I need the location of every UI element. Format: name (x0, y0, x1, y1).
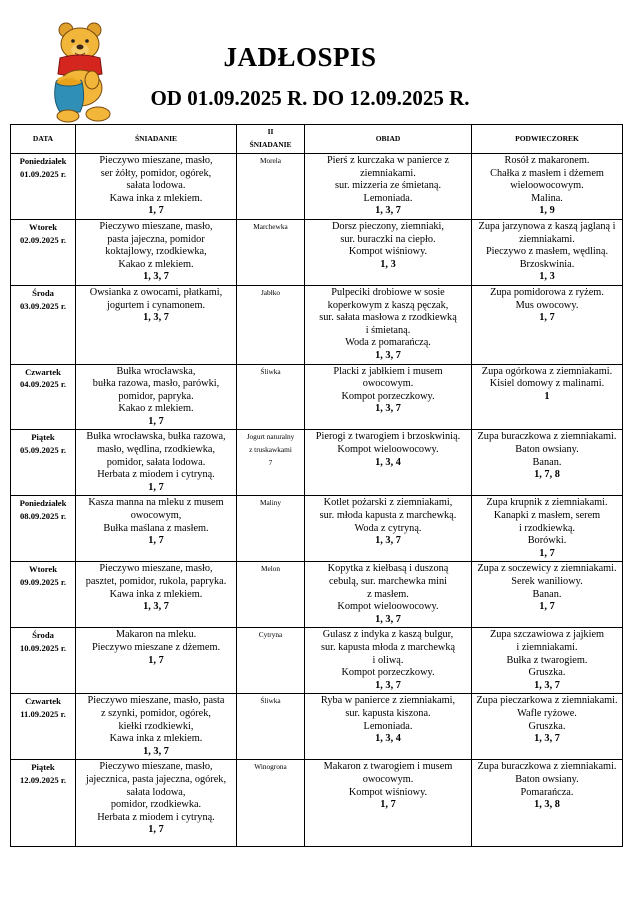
menu-line: Pulpeciki drobiowe w sosie (331, 286, 445, 298)
menu-line: Kawa inka z mlekiem. (109, 588, 203, 600)
column-header-lunch: OBIAD (305, 125, 472, 154)
allergens-label: 1, 3, 7 (143, 745, 169, 757)
menu-line: Baton owsiany. (515, 773, 579, 785)
afternoon-snack-cell (472, 154, 623, 220)
allergens-label: 1, 7 (148, 654, 164, 666)
menu-line: Gruszka. (528, 667, 566, 679)
breakfast-cell (76, 562, 237, 628)
allergens-label: 1, 7 (148, 415, 164, 427)
menu-line: Owsianka z owocami, płatkami, (89, 286, 223, 298)
menu-line: Baton owsiany. (515, 444, 579, 456)
breakfast-cell (76, 430, 237, 496)
date-cell (11, 364, 76, 430)
menu-line: Bułka wrocławska, bułka razowa, (86, 431, 226, 443)
allergens-label: 1, 7 (539, 601, 555, 613)
allergens-label: 1 (544, 390, 550, 402)
date-cell (11, 628, 76, 694)
menu-line: Ryba w panierce z ziemniakami, (320, 695, 456, 707)
menu-line: sur. buraczki na ciepło. (340, 233, 436, 245)
allergens-label: 1, 3, 7 (375, 349, 401, 361)
menu-line: Zupa pieczarkowa z ziemniakami. (476, 695, 618, 707)
date-cell (11, 760, 76, 847)
menu-line: 7 (268, 457, 273, 467)
menu-line: z masłem. (367, 588, 409, 600)
second-breakfast-cell (237, 628, 305, 694)
afternoon-snack-cell (472, 219, 623, 285)
menu-line: sałata lodowa. (126, 180, 186, 192)
date-cell (11, 496, 76, 562)
allergens-label: 1, 7 (148, 481, 164, 493)
menu-line: Bułka wrocławska, (116, 365, 196, 377)
menu-line: Pieczywo mieszane, masło, (99, 220, 213, 232)
breakfast-cell (76, 364, 237, 430)
menu-line: Lemoniada. (363, 720, 413, 732)
menu-line: Pieczywo mieszane, masło, (99, 761, 213, 773)
menu-line: Makaron na mleku. (115, 629, 197, 641)
date-cell (11, 694, 76, 760)
lunch-cell (305, 430, 472, 496)
weekday-label: Poniedziałek (19, 498, 67, 509)
breakfast-cell (76, 496, 237, 562)
allergens-label: 1, 3, 7 (143, 312, 169, 324)
column-header-second-breakfast (237, 125, 305, 154)
menu-line: Morela (259, 156, 282, 165)
table-row (11, 219, 623, 285)
column-header-snack: PODWIECZOREK (472, 125, 623, 154)
table-row (11, 628, 623, 694)
menu-line: Kasza manna na mleku z musem (88, 497, 224, 509)
weekday-label: Piątek (31, 432, 55, 443)
weekday-label: Środa (32, 630, 54, 641)
date-label: 01.09.2025 r. (20, 168, 66, 179)
menu-line: Makaron z twarogiem i musem (323, 761, 453, 773)
breakfast-cell (76, 760, 237, 847)
menu-line: owocowym. (362, 773, 414, 785)
allergens-label: 1, 3, 4 (375, 733, 401, 745)
menu-line: owocowym. (362, 378, 414, 390)
weekday-label: Czwartek (25, 696, 61, 707)
table-row (11, 694, 623, 760)
afternoon-snack-cell (472, 364, 623, 430)
table-row (11, 154, 623, 220)
menu-line: Kakao z mlekiem. (118, 258, 194, 270)
date-label: 04.09.2025 r. (20, 379, 66, 390)
table-row (11, 364, 623, 430)
menu-line: Melon (260, 564, 281, 574)
lunch-cell (305, 219, 472, 285)
column-header-breakfast: ŚNIADANIE (76, 125, 237, 154)
column-header-date: DATA (11, 125, 76, 154)
menu-line: Marchewka (253, 221, 288, 231)
allergens-label: 1, 3, 7 (375, 403, 401, 415)
menu-line: sur. sałata masłowa z rzodkiewką (319, 312, 457, 324)
menu-line: bułka razowa, masło, parówki, (92, 378, 220, 390)
date-label: 05.09.2025 r. (20, 445, 66, 456)
menu-line: Kompot porzeczkowy. (341, 390, 435, 402)
menu-line: i rzodkiewką. (518, 522, 576, 534)
menu-line: Woda z cytryną. (354, 522, 422, 534)
winnie-the-pooh-illustration (42, 18, 122, 124)
allergens-label: 1, 7 (539, 547, 555, 559)
allergens-label: 1, 3, 7 (534, 679, 560, 691)
breakfast-cell (76, 628, 237, 694)
allergens-label: 1, 3, 4 (375, 456, 401, 468)
menu-line: Pierogi z twarogiem i brzoskwinią. (315, 431, 461, 443)
menu-line: koperkowym z kaszą pęczak, (327, 299, 449, 311)
afternoon-snack-cell (472, 496, 623, 562)
menu-line: z szynki, pomidor, ogórek, (101, 707, 211, 719)
second-breakfast-cell (237, 154, 305, 220)
menu-line: Śliwka (260, 366, 281, 376)
menu-line: Lemoniada. (363, 192, 413, 204)
lunch-cell (305, 154, 472, 220)
table-row (11, 562, 623, 628)
menu-line: pomidor, papryka. (118, 390, 194, 402)
menu-line: Pieczywo z masłem, wędliną. (485, 246, 609, 258)
menu-body (11, 154, 623, 847)
allergens-label: 1, 3, 7 (375, 613, 401, 625)
menu-line: z truskawkami (249, 445, 292, 455)
second-breakfast-cell (237, 364, 305, 430)
allergens-label: 1, 3, 7 (143, 601, 169, 613)
lunch-cell (305, 694, 472, 760)
menu-line: Pierś z kurczaka w panierce z (326, 155, 450, 166)
menu-line: Zupa szczawiowa z jajkiem (489, 629, 605, 641)
allergens-label: 1, 3, 7 (534, 733, 560, 745)
second-breakfast-cell (237, 694, 305, 760)
menu-line: pomidor, sałata lodowa. (106, 456, 206, 468)
date-label: 09.09.2025 r. (20, 577, 66, 587)
menu-line: ziemniakami. (360, 167, 416, 179)
afternoon-snack-cell (472, 628, 623, 694)
menu-line: Placki z jabłkiem i musem (333, 365, 443, 377)
second-breakfast-cell (237, 496, 305, 562)
menu-line: Zupa krupnik z ziemniakami. (486, 497, 608, 509)
menu-line: Banan. (532, 456, 562, 468)
menu-line: wieloowocowym. (510, 180, 584, 192)
date-cell (11, 285, 76, 364)
allergens-label: 1, 3, 7 (375, 535, 401, 547)
second-breakfast-header-line2: ŚNIADANIE (249, 140, 292, 149)
menu-line: Gulasz z indyka z kaszą bulgur, (322, 629, 454, 641)
menu-line: pasta jajeczna, pomidor (107, 233, 205, 245)
menu-line: Kompot porzeczkowy. (341, 667, 435, 679)
menu-line: i ziemniakami. (516, 641, 578, 653)
date-range-subtitle: OD 01.09.2025 R. DO 12.09.2025 R. (150, 86, 470, 110)
weekday-label: Środa (32, 287, 54, 298)
menu-line: Zupa buraczkowa z ziemniakami. (477, 761, 617, 773)
lunch-cell (305, 496, 472, 562)
menu-line: Wafle ryżowe. (517, 707, 577, 719)
menu-line: kiełki rzodkiewki, (118, 720, 194, 732)
menu-line: sur. kapusta młoda z marchewką (320, 641, 456, 653)
menu-line: Kompot wieloowocowy. (337, 444, 439, 456)
menu-line: sur. kapusta kiszona. (345, 707, 431, 719)
menu-line: Bułka z twarogiem. (506, 654, 588, 666)
breakfast-cell (76, 219, 237, 285)
afternoon-snack-cell (472, 430, 623, 496)
allergens-label: 1, 3 (380, 258, 396, 270)
menu-line: Zupa jarzynowa z kaszą jaglaną i (478, 220, 616, 232)
date-label: 08.09.2025 r. (20, 511, 66, 522)
menu-line: i oliwą. (372, 654, 404, 666)
allergens-label: 1, 7 (380, 799, 396, 811)
second-breakfast-header-line1: II (267, 127, 274, 137)
menu-line: Winogrona (254, 762, 287, 772)
lunch-cell (305, 760, 472, 847)
allergens-label: 1, 3, 7 (143, 271, 169, 283)
date-cell (11, 430, 76, 496)
breakfast-cell (76, 694, 237, 760)
menu-line: Herbata z miodem i cytryną. (97, 811, 215, 823)
table-header-row (11, 125, 623, 154)
allergens-label: 1, 7, 8 (534, 469, 560, 481)
menu-line: Maliny (259, 498, 282, 508)
lunch-cell (305, 285, 472, 364)
menu-table (10, 124, 623, 847)
date-label: 03.09.2025 r. (20, 300, 66, 311)
weekday-label: Wtorek (28, 221, 57, 232)
menu-line: Banan. (532, 588, 562, 600)
menu-line: jajecznica, pasta jajeczna, ogórek, (85, 773, 227, 785)
allergens-label: 1, 3 (539, 271, 555, 283)
weekday-label: Czwartek (25, 366, 61, 377)
lunch-cell (305, 562, 472, 628)
menu-line: Chałka z masłem i dżemem (490, 167, 604, 179)
menu-line: Bułka maślana z masłem. (103, 522, 209, 534)
weekday-label: Poniedziałek (19, 156, 67, 166)
second-breakfast-cell (237, 562, 305, 628)
menu-line: jogurtem i cynamonem. (106, 299, 206, 311)
allergens-label: 1, 9 (539, 205, 555, 217)
menu-line: Woda z pomarańczą. (345, 337, 431, 349)
lunch-cell (305, 628, 472, 694)
menu-line: Zupa pomidorowa z ryżem. (490, 286, 604, 298)
menu-line: i śmietaną. (365, 324, 411, 336)
menu-line: sur. młoda kapusta z marchewką. (319, 510, 457, 522)
breakfast-cell (76, 285, 237, 364)
menu-line: Kanapki z masłem, serem (493, 510, 601, 522)
menu-line: Rosół z makaronem. (504, 155, 590, 166)
menu-line: Kisiel domowy z malinami. (489, 378, 605, 390)
menu-line: Kotlet pożarski z ziemniakami, (323, 497, 453, 509)
allergens-label: 1, 3, 7 (375, 679, 401, 691)
afternoon-snack-cell (472, 285, 623, 364)
menu-line: masło, wędlina, rzodkiewka, (96, 444, 216, 456)
menu-line: Jogurt naturalny (246, 432, 295, 442)
menu-line: Kawa inka z mlekiem. (109, 733, 203, 745)
second-breakfast-cell (237, 430, 305, 496)
menu-line: Zupa ogórkowa z ziemniakami. (481, 365, 613, 377)
page-title: JADŁOSPIS (223, 42, 377, 72)
menu-line: Dorsz pieczony, ziemniaki, (332, 220, 444, 232)
afternoon-snack-cell (472, 562, 623, 628)
second-breakfast-cell (237, 219, 305, 285)
menu-line: Pieczywo mieszane z dżemem. (91, 641, 221, 653)
menu-line: Pieczywo mieszane, masło, (99, 563, 213, 575)
menu-line: ser żółty, pomidor, ogórek, (100, 167, 212, 179)
menu-line: Pomarańcza. (520, 786, 574, 798)
menu-line: Kompot wieloowocowy. (337, 601, 439, 613)
menu-line: Herbata z miodem i cytryną. (97, 469, 215, 481)
weekday-label: Piątek (31, 762, 55, 773)
second-breakfast-cell (237, 760, 305, 847)
breakfast-cell (76, 154, 237, 220)
second-breakfast-cell (237, 285, 305, 364)
menu-line: owocowym, (130, 510, 182, 522)
menu-line: Mus owocowy. (515, 299, 579, 311)
menu-line: pasztet, pomidor, rukola, papryka. (85, 576, 227, 587)
afternoon-snack-cell (472, 760, 623, 847)
menu-line: Kawa inka z mlekiem. (109, 192, 203, 204)
menu-line: Gruszka. (528, 720, 566, 732)
menu-line: koktajlowy, rzodkiewka, (105, 246, 207, 258)
menu-line: Kompot wiśniowy. (348, 786, 428, 798)
menu-line: Kopytka z kiełbasą i duszoną (327, 563, 449, 575)
table-row (11, 760, 623, 847)
date-cell (11, 562, 76, 628)
date-label: 12.09.2025 r. (20, 774, 66, 785)
date-label: 10.09.2025 r. (20, 642, 66, 653)
menu-line: sałata lodowa, (126, 786, 186, 798)
menu-line: Borówki. (527, 535, 567, 547)
allergens-label: 1, 3, 7 (375, 205, 401, 217)
menu-line: Malina. (531, 192, 563, 204)
date-label: 11.09.2025 r. (20, 708, 66, 719)
afternoon-snack-cell (472, 694, 623, 760)
menu-line: cebulą, sur. marchewka mini (328, 576, 448, 587)
allergens-label: 1, 7 (539, 312, 555, 324)
date-label: 02.09.2025 r. (20, 234, 66, 245)
menu-line: Brzoskwinia. (519, 258, 575, 270)
menu-line: ziemniakami. (519, 233, 575, 245)
date-cell (11, 219, 76, 285)
date-cell (11, 154, 76, 220)
menu-line: Cytryna (258, 630, 283, 640)
menu-line: pomidor, rzodkiewka. (110, 799, 202, 811)
menu-line: Zupa z soczewicy z ziemniakami. (477, 563, 617, 575)
allergens-label: 1, 7 (148, 535, 164, 547)
menu-line: Serek waniliowy. (511, 576, 583, 587)
menu-line: sur. mizzeria ze śmietaną. (334, 180, 442, 192)
allergens-label: 1, 7 (148, 205, 164, 217)
allergens-label: 1, 7 (148, 824, 164, 836)
menu-line: Kakao z mlekiem. (118, 403, 194, 415)
weekday-label: Wtorek (28, 564, 57, 575)
table-row (11, 496, 623, 562)
menu-line: Jabłko (260, 287, 281, 297)
allergens-label: 1, 3, 8 (534, 799, 560, 811)
menu-line: Pieczywo mieszane, masło, pasta (87, 695, 225, 707)
lunch-cell (305, 364, 472, 430)
menu-line: Śliwka (260, 696, 281, 706)
table-row (11, 285, 623, 364)
menu-line: Zupa buraczkowa z ziemniakami. (477, 431, 617, 443)
menu-line: Pieczywo mieszane, masło, (99, 155, 213, 166)
menu-line: Kompot wiśniowy. (348, 246, 428, 258)
table-row (11, 430, 623, 496)
